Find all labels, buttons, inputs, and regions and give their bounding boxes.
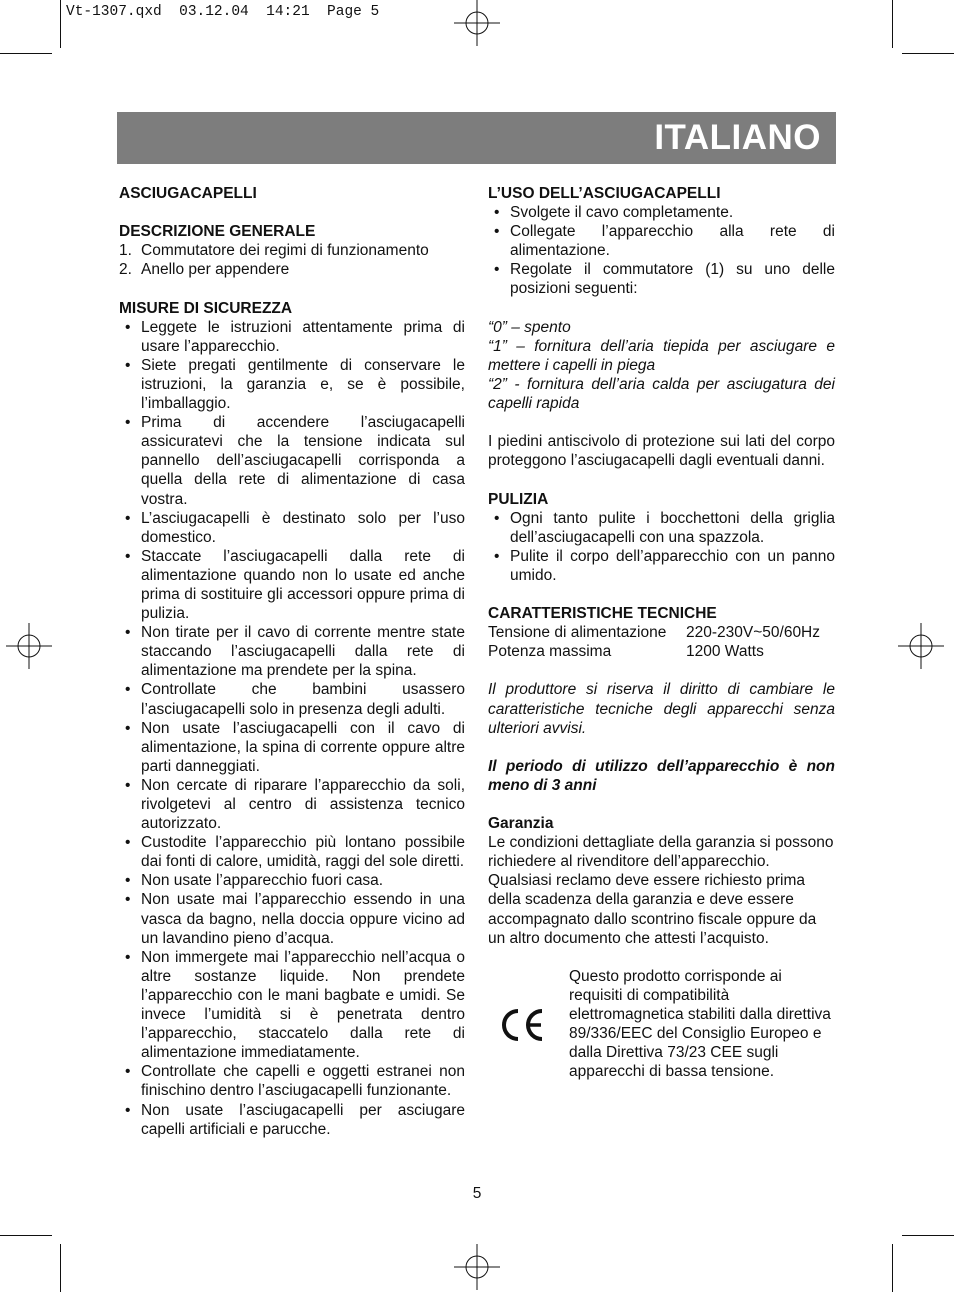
crop-mark: [902, 1235, 954, 1236]
product-title: ASCIUGACAPELLI: [119, 185, 257, 202]
list-item: • Non usate l’asciugacapelli con il cavo di alimentazione, la spina di corrente oppure altre parti danneggiati.: [125, 719, 465, 775]
list-item: • Staccate l’asciugacapelli dalla rete di alimentazione quando non lo usate ed anche prima di sostituire gli accessori oppure prima di pulizia.: [125, 547, 465, 623]
ce-compliance-text: Questo prodotto corrisponde ai requisiti di compatibilità elettromagnetica stabiliti dalla direttiva 89/336/EEC del Consiglio Europeo e dalla Direttiva 73/23 CEE sugli apparecchi di bassa tensione.: [569, 967, 831, 1081]
right-column: [488, 184, 835, 1082]
crop-mark: [902, 53, 954, 54]
left-column: [119, 184, 465, 1139]
crop-mark: [60, 0, 61, 48]
list-item: 2. Anello per appendere: [119, 261, 290, 279]
ce-block: [488, 967, 835, 1082]
section-heading-specs: CARATTERISTICHE TECNICHE: [488, 605, 717, 623]
registration-mark-icon: [454, 0, 500, 46]
crop-mark: [892, 1244, 893, 1292]
list-item: • Collegate l’apparecchio alla rete di alimentazione.: [494, 223, 835, 260]
section-heading-warranty: Garanzia: [488, 815, 554, 833]
list-item: • L’asciugacapelli è destinato solo per l’uso domestico.: [125, 509, 465, 546]
safety-list: [119, 318, 465, 1139]
registration-mark-icon: [454, 1244, 500, 1290]
list-item: • Svolgete il cavo completamente.: [494, 204, 734, 222]
mode-line: “1” – fornitura dell’aria tiepida per asciugare e mettere i capelli in piega: [488, 337, 835, 374]
mode-line: “0” – spento: [488, 318, 571, 336]
registration-mark-icon: [6, 623, 52, 669]
banner-title: ITALIANO: [654, 118, 821, 157]
list-item: • Ogni tanto pulite i bocchettoni della griglia dell’asciugacapelli con una spazzola.: [494, 509, 835, 546]
list-item: • Siete pregati gentilmente di conservare le istruzioni, la garanzia e, se è possibile, l’imballaggio.: [125, 356, 465, 413]
section-heading-cleaning: PULIZIA: [488, 490, 549, 508]
list-item: • Non immergete mai l’apparecchio nell’acqua o altre sostanze liquide. Non prendete l’apparecchio con le mani bagbate e umidi. Se invece l’umidità si è penetrata dentro l’apparecchio, staccatelo dalla rete di alimentazione immediatamente.: [125, 948, 465, 1062]
list-item: • Regolate il commutatore (1) su uno delle posizioni seguenti:: [494, 261, 835, 298]
registration-mark-icon: [898, 623, 944, 669]
mode-line: “2” - fornitura dell’aria calda per asciugatura dei capelli rapida: [488, 375, 835, 413]
list-item: • Non tirate per il cavo di corrente mentre state staccando l’asciugacapelli dalla rete di alimentazione ma prendete per la spina.: [125, 624, 465, 680]
crop-mark: [60, 1244, 61, 1292]
crop-mark: [892, 0, 893, 48]
list-item: • Controllate che bambini usassero l’asciugacapelli solo in presenza degli adulti.: [125, 681, 465, 718]
list-item: • Non usate mai l’apparecchio essendo in una vasca da bagno, nella doccia oppure vicino ad un lavandino pieno d’acqua.: [125, 891, 465, 947]
page-number: 5: [472, 1185, 482, 1202]
list-item: • Leggete le istruzioni attentamente prima di usare l’apparecchio.: [125, 318, 465, 355]
list-item: • Custodite l’apparecchio più lontano possibile dai fonti di calore, umidità, raggi del sole diretti.: [125, 834, 465, 871]
list-item: • Prima di accendere l’asciugacapelli assicuratevi che la tensione indicata sul pannello dell’asciugacapelli corrisponda a quella della rete di alimentazione di casa vostra.: [125, 414, 465, 508]
print-header: Vt-1307.qxd 03.12.04 14:21 Page 5: [66, 4, 380, 20]
warranty-paragraph: Le condizioni dettagliate della garanzia si possono richiedere al rivenditore dell’apparecchio. Qualsiasi reclamo deve essere richiesto prima della scadenza della garanzia e deve essere accompagnato dallo scontrino fiscale oppure da un altro documento che attesti l’acquisto.: [488, 834, 834, 947]
list-item: • Pulite il corpo dell’apparecchio con un panno umido.: [494, 547, 835, 584]
ce-mark-icon: [500, 1007, 546, 1043]
section-heading-safety: MISURE DI SICUREZZA: [119, 299, 293, 317]
language-banner: [117, 112, 836, 164]
disclaimer: Il produttore si riserva il diritto di cambiare le caratteristiche tecniche degli apparecchi senza ulteriori avvisi.: [488, 681, 835, 737]
list-item: • Non usate l’apparecchio fuori casa.: [125, 872, 384, 890]
list-item: 1. Commutatore dei regimi di funzionamento: [119, 242, 429, 260]
spec-row: Tensione di alimentazione 220-230V~50/60Hz: [488, 624, 821, 642]
list-item: • Controllate che capelli e oggetti estranei non finischino dentro l’asciugacapelli funzionante.: [125, 1063, 465, 1100]
crop-mark: [0, 1235, 52, 1236]
list-item: • Non cercate di riparare l’apparecchio da soli, rivolgetevi al centro di assistenza tecnico autorizzato.: [125, 776, 465, 833]
feet-paragraph: I piedini antiscivolo di protezione sui lati del corpo proteggono l’asciugacapelli dagli eventuali danni.: [488, 433, 835, 470]
lifetime-notice: Il periodo di utilizzo dell’apparecchio è non meno di 3 anni: [488, 757, 835, 794]
crop-mark: [0, 53, 52, 54]
section-heading-usage: L’USO DELL’ASCIUGACAPELLI: [488, 185, 721, 202]
section-heading-description: DESCRIZIONE GENERALE: [119, 223, 316, 241]
list-item: • Non usate l’asciugacapelli per asciugare capelli artificiali e parucche.: [125, 1101, 465, 1138]
spec-row: Potenza massima 1200 Watts: [488, 643, 764, 661]
